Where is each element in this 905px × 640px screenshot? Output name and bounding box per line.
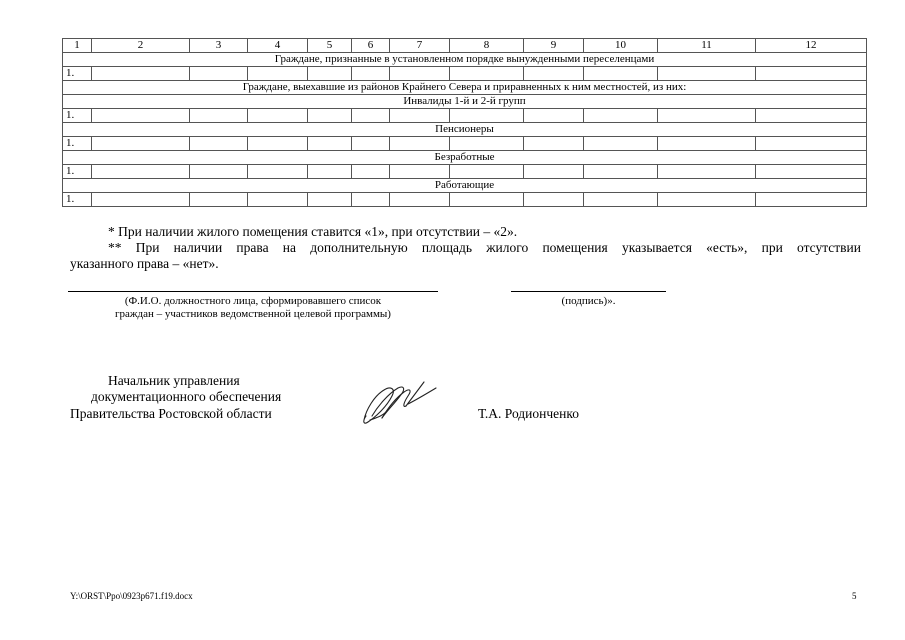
table-cell: [524, 137, 584, 151]
table-cell: [658, 165, 756, 179]
table-cell: [352, 193, 390, 207]
column-header: 5: [308, 39, 352, 53]
table-cell: [248, 193, 308, 207]
table-row: [63, 193, 867, 207]
table-cell: [92, 137, 190, 151]
table-cell: [524, 67, 584, 81]
table-row: [63, 109, 867, 123]
table-cell: [352, 109, 390, 123]
table-cell: [524, 193, 584, 207]
table-cell: [92, 165, 190, 179]
file-path: Y:\ORST\Ppo\0923p671.f19.docx: [70, 591, 193, 601]
table-cell: [524, 165, 584, 179]
fio-caption-line2: граждан – участников ведомственной целевой программы): [115, 308, 391, 320]
table-cell: [190, 137, 248, 151]
section-title: Пенсионеры: [63, 123, 867, 137]
official-name: Т.А. Родионченко: [478, 406, 579, 421]
table-cell: [190, 165, 248, 179]
table-cell: [390, 67, 450, 81]
table-cell: [450, 137, 524, 151]
column-header: 7: [390, 39, 450, 53]
table-cell: [352, 67, 390, 81]
row-number: 1.: [63, 165, 92, 179]
official-title-line1: Начальник управления: [108, 373, 240, 388]
official-title-line2: документационного обеспечения: [91, 389, 282, 404]
section-title: Безработные: [63, 151, 867, 165]
table-cell: [308, 109, 352, 123]
table-cell: [584, 67, 658, 81]
table-cell: [756, 67, 867, 81]
table-cell: [92, 193, 190, 207]
column-header: 8: [450, 39, 524, 53]
table-cell: [584, 193, 658, 207]
column-header: 11: [658, 39, 756, 53]
section-title-row: [63, 123, 867, 137]
table-cell: [658, 67, 756, 81]
table-cell: [92, 109, 190, 123]
column-header: 12: [756, 39, 867, 53]
table-body: [63, 39, 867, 207]
table-cell: [308, 67, 352, 81]
table-cell: [658, 137, 756, 151]
signature-caption: (подпись)».: [561, 295, 616, 307]
table-cell: [658, 109, 756, 123]
column-header: 9: [524, 39, 584, 53]
footnote-1: * При наличии жилого помещения ставится «1», при отсутствии – «2».: [108, 224, 518, 239]
table-cell: [658, 193, 756, 207]
row-number: 1.: [63, 137, 92, 151]
column-header: 2: [92, 39, 190, 53]
table-cell: [756, 109, 867, 123]
page-number: 5: [852, 591, 857, 601]
table-cell: [390, 109, 450, 123]
section-title-row: [63, 53, 867, 67]
table-cell: [308, 193, 352, 207]
section-title: Граждане, выехавшие из районов Крайнего Севера и приравненных к ним местностей, из них:: [63, 81, 867, 95]
table-cell: [352, 137, 390, 151]
table-cell: [308, 165, 352, 179]
column-header: 1: [63, 39, 92, 53]
table-cell: [584, 165, 658, 179]
section-title-row: [63, 179, 867, 193]
table-cell: [190, 193, 248, 207]
table-cell: [756, 193, 867, 207]
footnote-2-line2: указанного права – «нет».: [70, 256, 219, 271]
section-title: Работающие: [63, 179, 867, 193]
table-cell: [390, 193, 450, 207]
row-number: 1.: [63, 193, 92, 207]
table-cell: [390, 137, 450, 151]
table-cell: [450, 193, 524, 207]
table-cell: [248, 67, 308, 81]
table-row: [63, 165, 867, 179]
section-title-row: [63, 151, 867, 165]
row-number: 1.: [63, 67, 92, 81]
fio-signature-line: [68, 291, 438, 292]
table-cell: [584, 137, 658, 151]
column-header: 4: [248, 39, 308, 53]
official-title-line3: Правительства Ростовской области: [70, 406, 272, 421]
table-row: [63, 137, 867, 151]
fio-caption-line1: (Ф.И.О. должностного лица, сформировавшего список: [124, 295, 382, 307]
table-cell: [190, 67, 248, 81]
beneficiary-table: [62, 38, 867, 207]
column-header: 10: [584, 39, 658, 53]
section-title-row: [63, 95, 867, 109]
table-cell: [248, 109, 308, 123]
fio-caption: [68, 295, 438, 321]
table-cell: [584, 109, 658, 123]
table-cell: [450, 165, 524, 179]
table-cell: [524, 109, 584, 123]
signature-line: [511, 291, 666, 292]
footnote-2-line1: ** При наличии права на дополнительную площадь жилого помещения указывается «есть», при отсутствии: [108, 240, 861, 255]
header-row: [63, 39, 867, 53]
section-title: Инвалиды 1-й и 2-й групп: [63, 95, 867, 109]
table-cell: [352, 165, 390, 179]
column-header: 3: [190, 39, 248, 53]
table-cell: [190, 109, 248, 123]
table-cell: [756, 165, 867, 179]
table-cell: [390, 165, 450, 179]
table-cell: [92, 67, 190, 81]
column-header: 6: [352, 39, 390, 53]
table-cell: [756, 137, 867, 151]
handwritten-signature-icon: [352, 376, 442, 428]
table-cell: [248, 165, 308, 179]
table-row: [63, 67, 867, 81]
table-cell: [450, 67, 524, 81]
section-title-row: [63, 81, 867, 95]
table-cell: [308, 137, 352, 151]
row-number: 1.: [63, 109, 92, 123]
section-title: Граждане, признанные в установленном порядке вынужденными переселенцами: [63, 53, 867, 67]
table-cell: [450, 109, 524, 123]
table-cell: [248, 137, 308, 151]
